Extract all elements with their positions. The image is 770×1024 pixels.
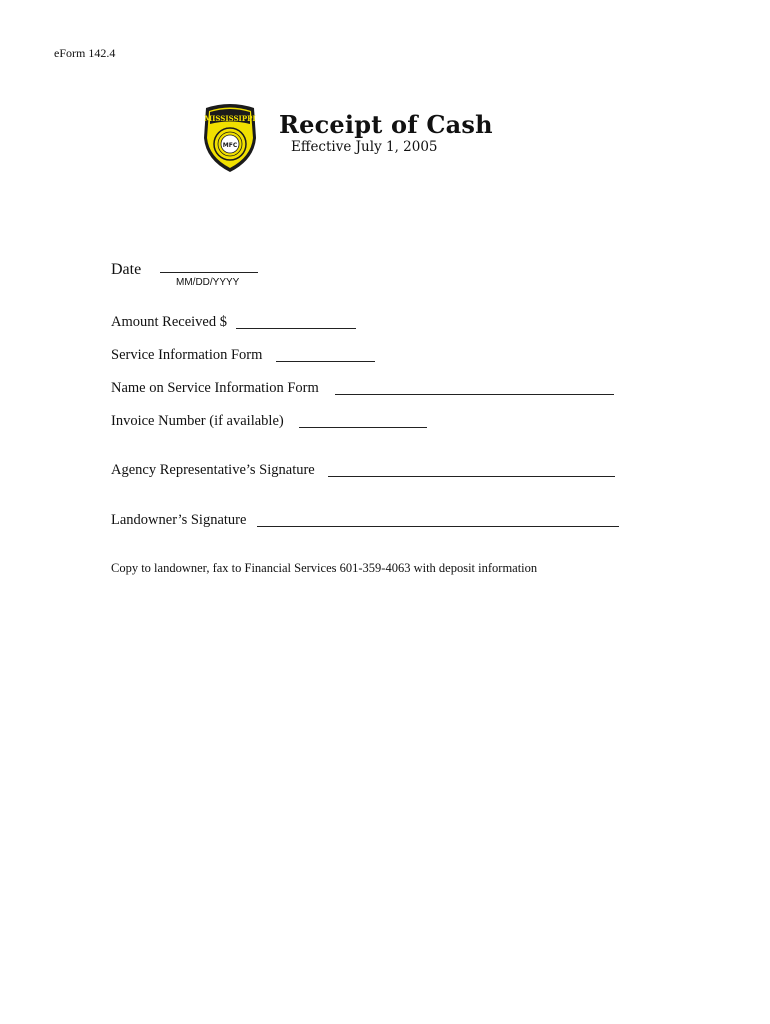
service-information-form-label: Service Information Form <box>111 347 263 363</box>
page-title: Receipt of Cash <box>279 110 493 139</box>
service-information-form-field[interactable] <box>276 361 375 362</box>
invoice-number-label: Invoice Number (if available) <box>111 413 284 429</box>
date-format-hint: MM/DD/YYYY <box>176 277 240 288</box>
agency-representative-signature-label: Agency Representative’s Signature <box>111 462 315 478</box>
agency-representative-signature-field[interactable] <box>328 476 615 477</box>
invoice-number-field[interactable] <box>299 427 427 428</box>
amount-received-field[interactable] <box>236 328 356 329</box>
name-on-service-information-form-field[interactable] <box>335 394 614 395</box>
name-on-service-information-form-label: Name on Service Information Form <box>111 380 319 396</box>
landowner-signature-label: Landowner’s Signature <box>111 512 247 528</box>
form-id: eForm 142.4 <box>54 46 116 60</box>
footer-note: Copy to landowner, fax to Financial Services 601-359-4063 with deposit information <box>111 561 538 575</box>
landowner-signature-field[interactable] <box>257 526 619 527</box>
seal-center-text: MFC <box>222 142 238 149</box>
date-label: Date <box>111 261 142 278</box>
seal-top-text: MISSISSIPPI <box>204 114 256 123</box>
amount-received-label: Amount Received $ <box>111 314 227 330</box>
effective-date: Effective July 1, 2005 <box>291 139 438 155</box>
date-field[interactable] <box>160 272 258 273</box>
seal-logo-icon <box>200 102 260 174</box>
